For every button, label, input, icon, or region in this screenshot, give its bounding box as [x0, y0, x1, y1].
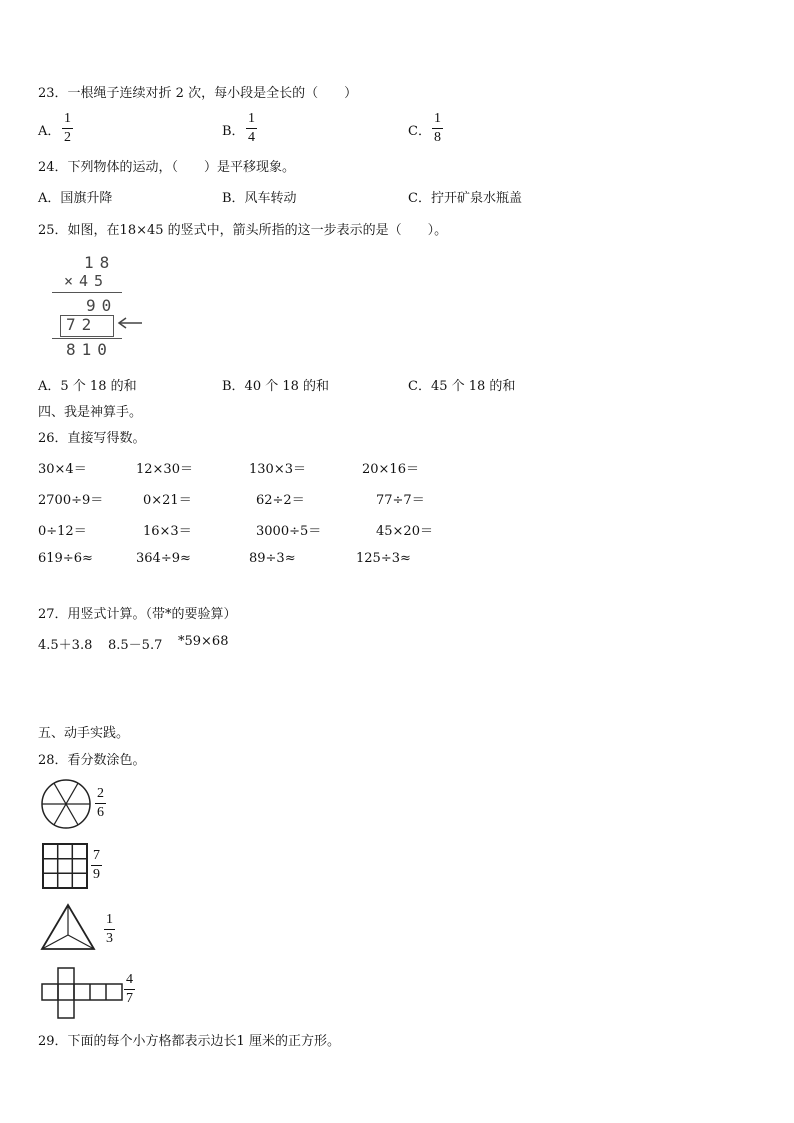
question-25: 25．如图，在18×45 的竖式中，箭头所指的这一步表示的是（ ）。 — [38, 223, 448, 238]
calc-item: *59×68 — [178, 634, 229, 649]
cross-seven-squares-figure — [41, 967, 123, 1019]
calc-item: 12×30＝ — [136, 462, 193, 477]
partial-product-1: 90 — [86, 296, 118, 315]
calc-item: 89÷3≈ — [249, 551, 296, 566]
rule-line — [52, 338, 122, 339]
triangle-three-parts-figure — [40, 903, 96, 951]
calc-item: 3000÷5＝ — [256, 524, 322, 539]
option-a: A．国旗升降 — [38, 191, 113, 206]
numerator: 4 — [126, 972, 133, 987]
fraction-2-6 — [95, 786, 106, 821]
arrow-left-icon — [116, 317, 146, 329]
question-23: 23．一根绳子连续对折 2 次，每小段是全长的（ ） — [38, 86, 358, 101]
section-5-heading: 五、动手实践。 — [38, 726, 130, 741]
option-a: A．5 个 18 的和 — [38, 379, 137, 394]
denominator: 3 — [106, 931, 113, 946]
option-c-label: C． — [408, 124, 431, 139]
denominator: 2 — [64, 130, 71, 145]
calc-item: 45×20＝ — [376, 524, 433, 539]
calc-item: 30×4＝ — [38, 462, 87, 477]
calc-item: 130×3＝ — [249, 462, 306, 477]
calc-item: 0×21＝ — [143, 493, 192, 508]
question-24: 24．下列物体的运动，（ ）是平移现象。 — [38, 160, 296, 175]
fraction-1-3 — [104, 912, 115, 947]
fraction-option-b — [246, 111, 257, 146]
numerator: 1 — [64, 111, 71, 126]
question-29: 29．下面的每个小方格都表示边长1 厘米的正方形。 — [38, 1034, 340, 1049]
option-b-label: B． — [222, 124, 245, 139]
multiplicand: 18 — [84, 253, 116, 272]
option-c: C．45 个 18 的和 — [408, 379, 516, 394]
question-27: 27．用竖式计算。（带*的要验算） — [38, 607, 237, 622]
fraction-option-c — [432, 111, 443, 146]
grid-3x3-figure — [42, 843, 88, 889]
calc-item: 77÷7＝ — [376, 493, 425, 508]
calc-item: 2700÷9＝ — [38, 493, 104, 508]
denominator: 8 — [434, 130, 441, 145]
rule-line — [52, 292, 122, 293]
option-c: C．拧开矿泉水瓶盖 — [408, 191, 522, 206]
fraction-option-a — [62, 111, 73, 146]
circle-six-parts-figure — [40, 778, 92, 830]
denominator: 7 — [126, 991, 133, 1006]
calc-item: 20×16＝ — [362, 462, 419, 477]
fraction-4-7 — [124, 972, 135, 1007]
calc-item: 62÷2＝ — [256, 493, 305, 508]
partial-product-2: 72 — [66, 315, 98, 334]
numerator: 2 — [97, 786, 104, 801]
multiplier: ×45 — [64, 272, 110, 290]
option-a-label: A． — [38, 124, 61, 139]
calc-item: 619÷6≈ — [38, 551, 93, 566]
fraction-7-9 — [91, 848, 102, 883]
section-4-heading: 四、我是神算手。 — [38, 405, 143, 420]
numerator: 1 — [106, 912, 113, 927]
calc-item: 4.5＋3.8 — [38, 638, 93, 653]
calc-item: 8.5－5.7 — [108, 638, 163, 653]
numerator: 1 — [248, 111, 255, 126]
calc-item: 364÷9≈ — [136, 551, 191, 566]
question-26: 26．直接写得数。 — [38, 431, 146, 446]
denominator: 4 — [248, 130, 255, 145]
numerator: 7 — [93, 848, 100, 863]
option-b: B．风车转动 — [222, 191, 297, 206]
calc-item: 16×3＝ — [143, 524, 192, 539]
calc-item: 125÷3≈ — [356, 551, 411, 566]
product: 810 — [66, 340, 113, 359]
numerator: 1 — [434, 111, 441, 126]
denominator: 9 — [93, 867, 100, 882]
option-b: B．40 个 18 的和 — [222, 379, 330, 394]
question-28: 28．看分数涂色。 — [38, 753, 146, 768]
calc-item: 0÷12＝ — [38, 524, 87, 539]
denominator: 6 — [97, 805, 104, 820]
